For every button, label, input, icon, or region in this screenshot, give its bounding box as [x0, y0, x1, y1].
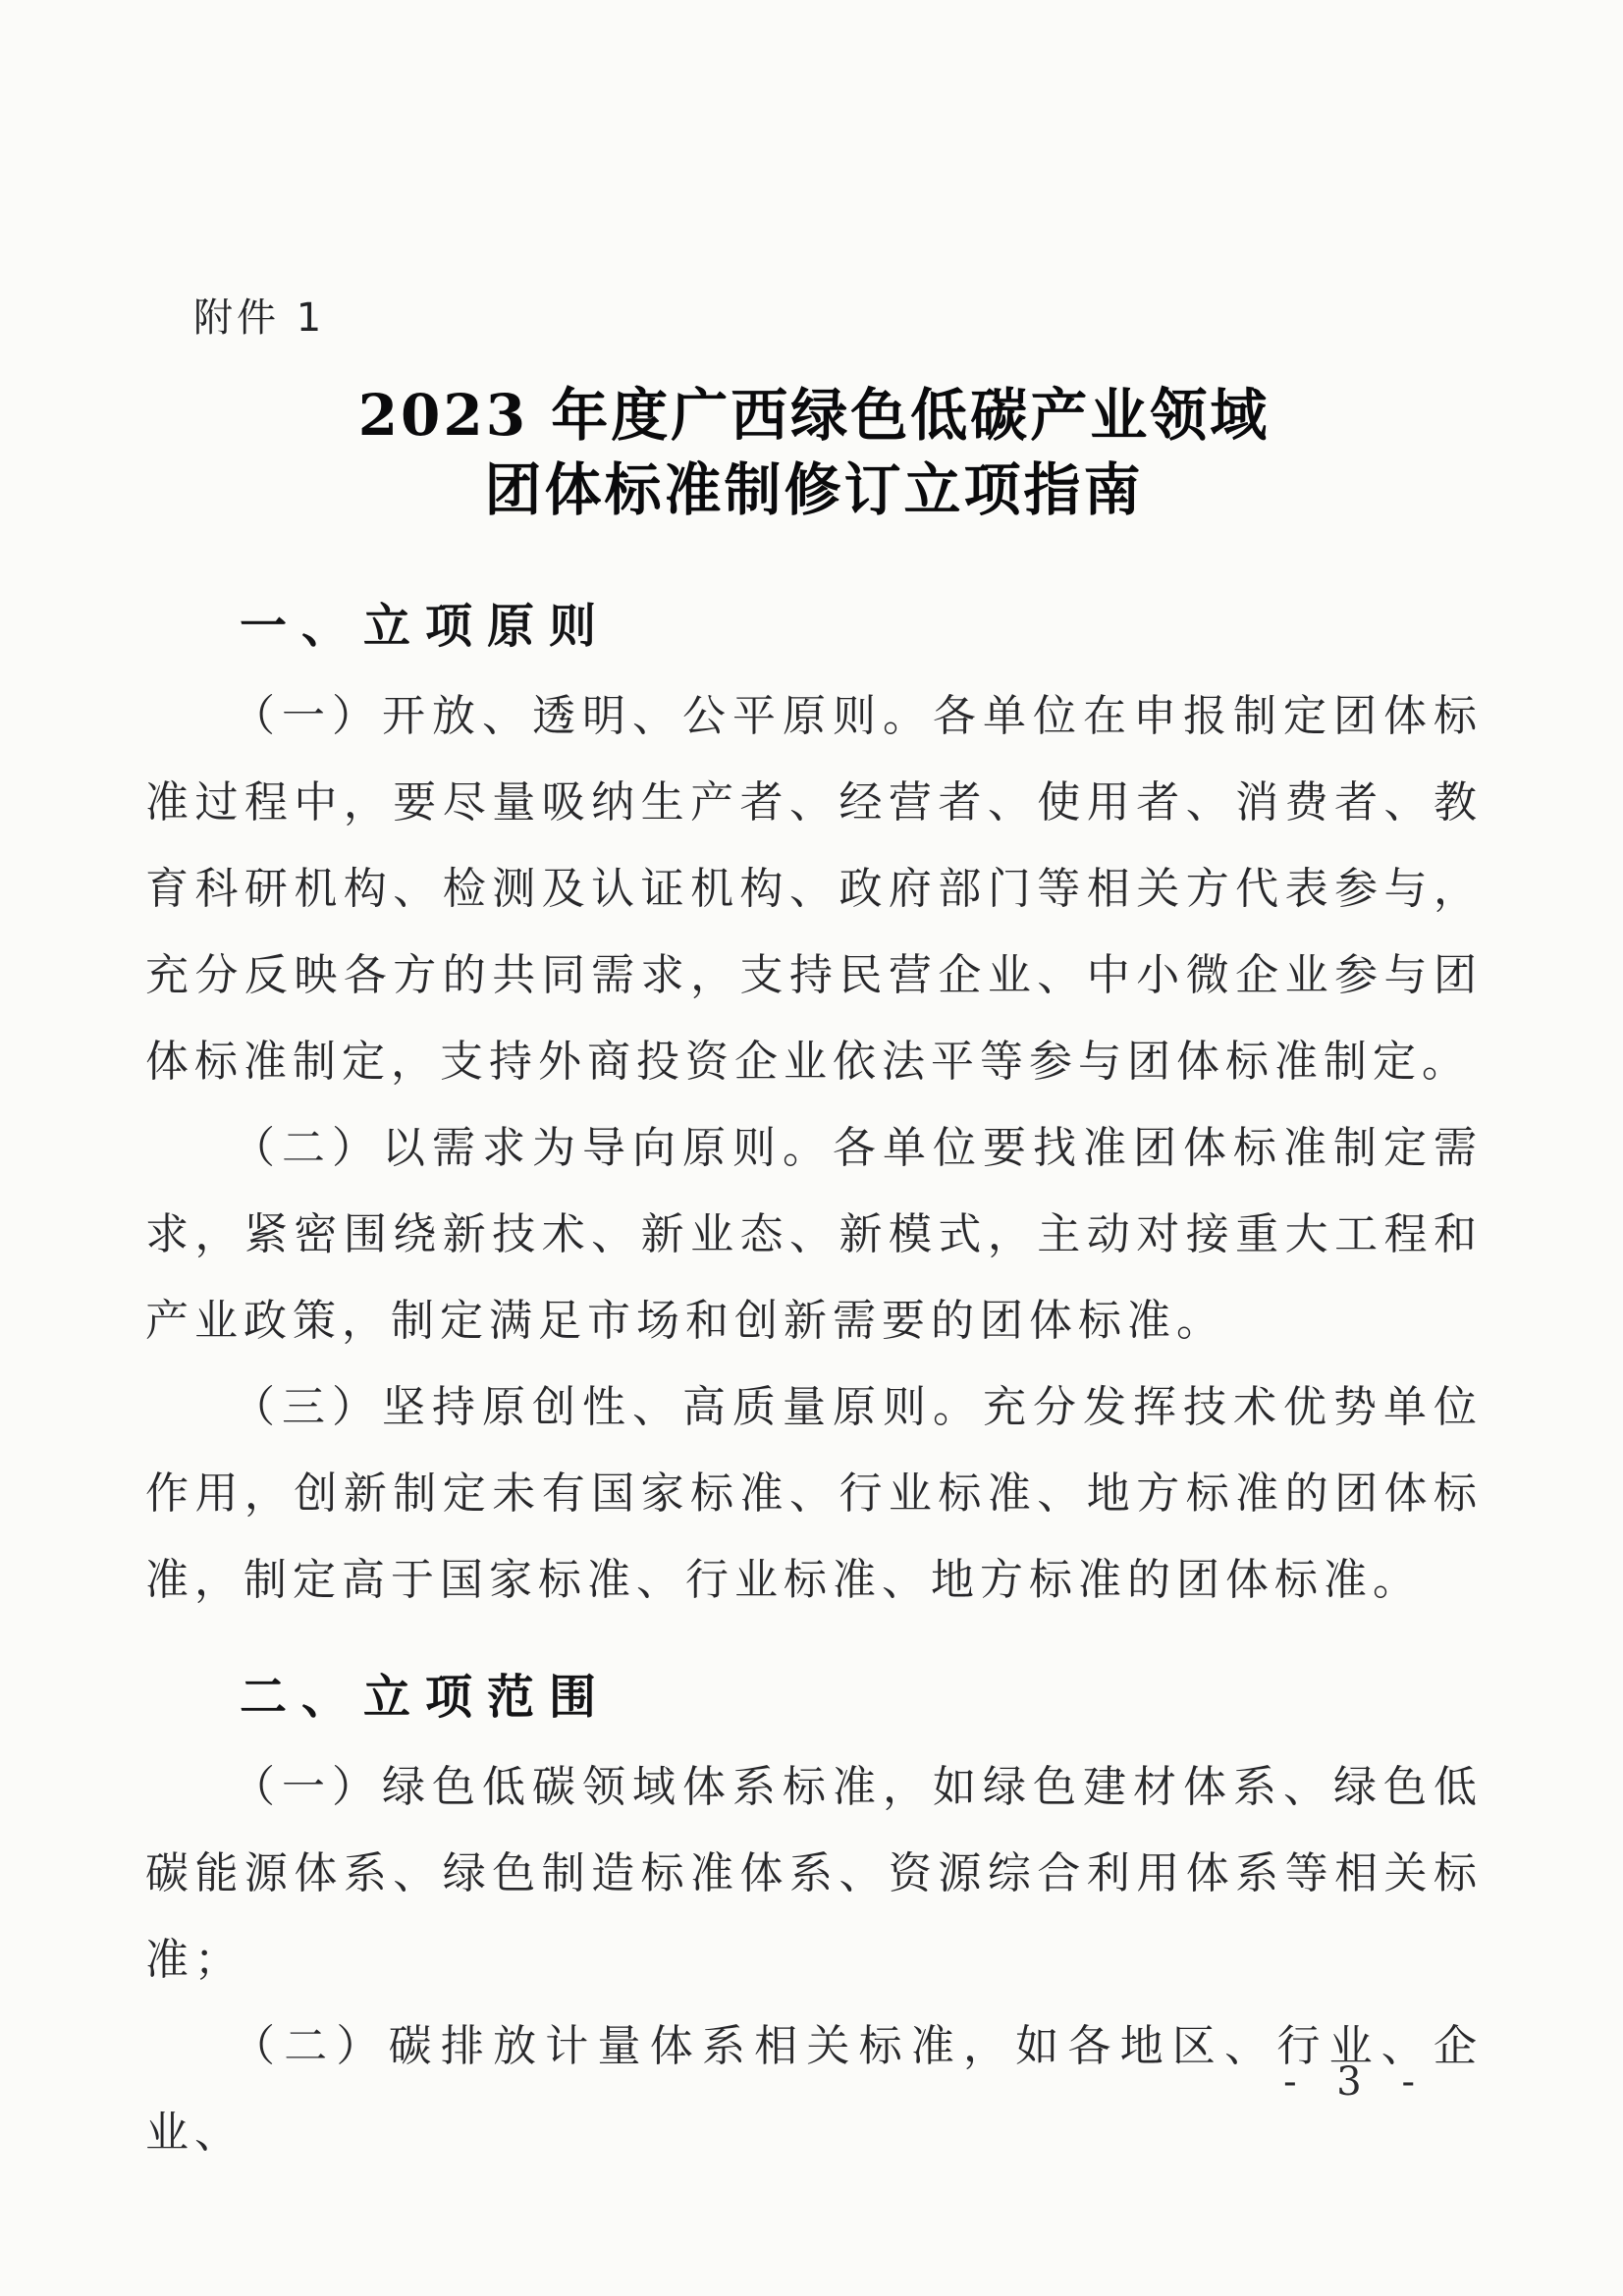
- paragraph: （一）绿色低碳领域体系标准，如绿色建材体系、绿色低碳能源体系、绿色制造标准体系、资源综合利用体系等相关标准；: [145, 1762, 1483, 1985]
- section-1-body: [145, 673, 1483, 1624]
- document-title-line1: 2023 年度广西绿色低碳产业领域: [357, 382, 1271, 449]
- paragraph: （二）以需求为导向原则。各单位要找准团体标准制定需求，紧密围绕新技术、新业态、新模式，主动对接重大工程和产业政策，制定满足市场和创新需要的团体标准。: [145, 1123, 1483, 1346]
- section-heading-1: 一、立项原则: [240, 599, 612, 654]
- document-title-line2: 团体标准制修订立项指南: [484, 456, 1144, 523]
- attachment-label: 附件 1: [193, 295, 326, 341]
- page-number: - 3 -: [1283, 2059, 1429, 2105]
- document-title: [145, 378, 1483, 527]
- section-2-body: [145, 1744, 1483, 2176]
- paragraph: （三）坚持原创性、高质量原则。充分发挥技术优势单位作用，创新制定未有国家标准、行业标准、地方标准的团体标准，制定高于国家标准、行业标准、地方标准的团体标准。: [145, 1382, 1483, 1605]
- paragraph: （一）开放、透明、公平原则。各单位在申报制定团体标准过程中，要尽量吸纳生产者、经营者、使用者、消费者、教育科研机构、检测及认证机构、政府部门等相关方代表参与，充分反映各方的共同需求，支持民营企业、中小微企业参与团体标准制定，支持外商投资企业依法平等参与团体标准制定。: [145, 691, 1483, 1087]
- paragraph: （二）碳排放计量体系相关标准，如各地区、行业、企业、: [145, 2021, 1483, 2158]
- section-heading-2: 二、立项范围: [240, 1670, 612, 1725]
